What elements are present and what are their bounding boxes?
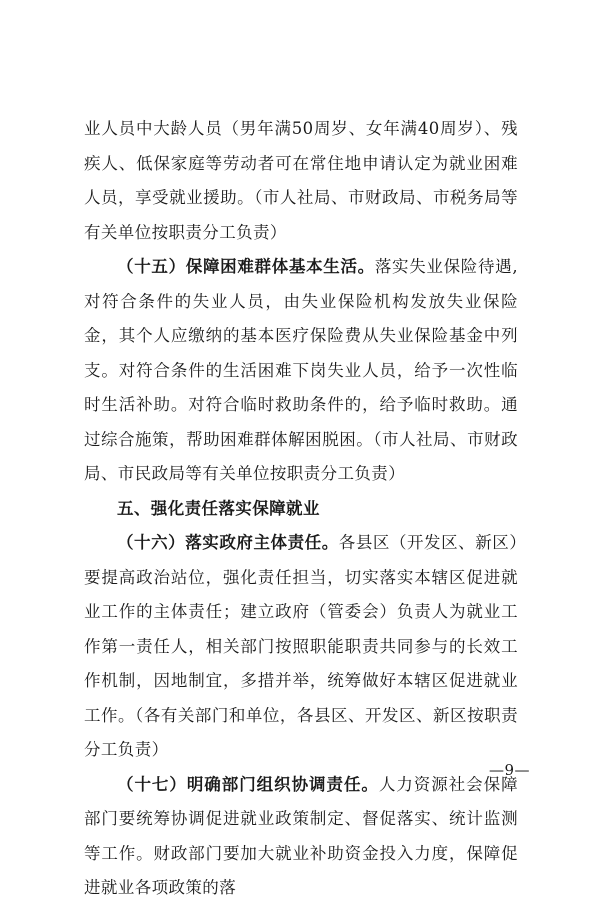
item-15-body: 落实失业保险待遇,对符合条件的失业人员，由失业保险机构发放失业保险金，其个人应缴纳的基本医疗保险费从失业保险基金中列支。对符合条件的生活困难下岗失业人员，给予一次性临时生活补助。对符合临时救助条件的，给予临时救助。通过综合施策，帮助困难群体解困脱困。（市人社局、市财政局、市民政局等有关单位按职责分工负责） xyxy=(84,257,518,483)
item-16-body: 各县区（开发区、新区）要提高政治站位，强化责任担当，切实落实本辖区促进就业工作的主体责任；建立政府（管委会）负责人为就业工作第一责任人，相关部门按照职能职责共同参与的长效工作机制，因地制宜，多措并举，统筹做好本辖区促进就业工作。（各有关部门和单位，各县区、开发区、新区按职责分工负责） xyxy=(84,533,518,759)
paragraph-item-16 xyxy=(84,526,518,768)
paragraph-item-15 xyxy=(84,250,518,492)
item-15-title: （十五）保障困难群体基本生活。 xyxy=(117,257,375,276)
item-16-title: （十六）落实政府主体责任。 xyxy=(117,533,339,552)
item-17-body: 人力资源社会保障部门要统筹协调促进就业政策制定、督促落实、统计监测等工作。财政部门要加大就业补助资金投入力度，保障促进就业各项政策的落 xyxy=(84,774,519,897)
section-heading-5: 五、强化责任落实保障就业 xyxy=(117,498,320,518)
paragraph-item-17 xyxy=(84,768,518,906)
item-17-title: （十七）明确部门组织协调责任。 xyxy=(117,774,379,794)
page-number: —9— xyxy=(488,761,530,779)
paragraph-continuation: 业人员中大龄人员（男年满50周岁、女年满40周岁）、残疾人、低保家庭等劳动者可在常住地申请认定为就业困难人员，享受就业援助。（市人社局、市财政局、市税务局等有关单位按职责分工负责） xyxy=(84,119,518,242)
